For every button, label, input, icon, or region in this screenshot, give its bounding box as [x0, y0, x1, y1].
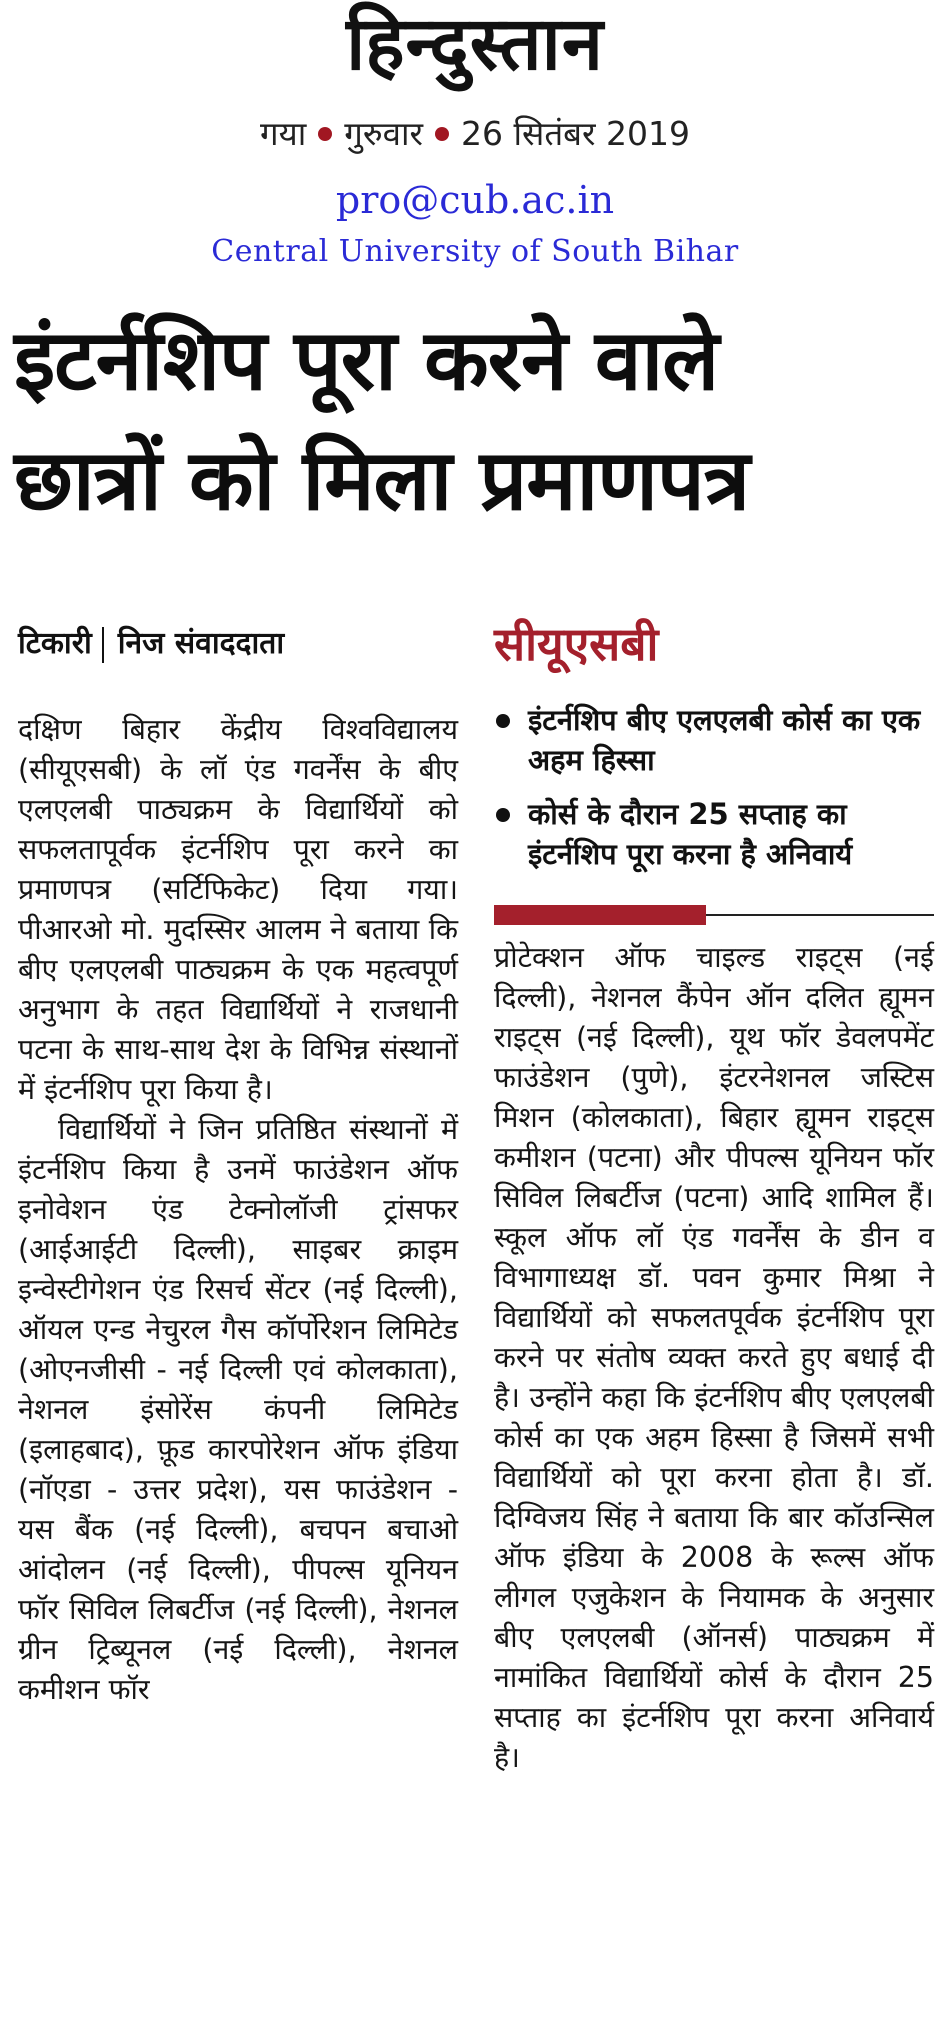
byline-reporter: निज संवाददाता: [117, 626, 285, 661]
divider-accent-bar: [494, 905, 706, 925]
dateline-day: गुरुवार: [344, 114, 424, 153]
article-column-right: [494, 938, 934, 1778]
newspaper-masthead: हिन्दुस्तान: [346, 1, 604, 87]
highlights-list: [494, 700, 934, 888]
body-paragraph: दक्षिण बिहार केंद्रीय विश्वविद्यालय (सीयूएसबी) के लॉ एंड गवर्नेंस के बीए एलएलबी पाठ्यक्रम के विद्यार्थियों को सफलतापूर्वक इंटर्नशिप पूरा करने का प्रमाणपत्र (सर्टिफिकेट) दिया गया। पीआरओ मो. मुदस्सिर आलम ने बताया कि बीए एलएलबी पाठ्यक्रम के एक महत्वपूर्ण अनुभाग के तहत विद्यार्थियों ने राजधानी पटना के साथ-साथ देश के विभिन्न संस्थानों में इंटर्नशिप पूरा किया है।: [18, 713, 458, 1106]
highlight-text: कोर्स के दौरान 25 सप्ताह का इंटर्नशिप पूरा करना है अनिवार्य: [528, 797, 853, 871]
dateline-date: 26 सितंबर 2019: [461, 114, 690, 153]
section-divider: [494, 905, 934, 925]
dateline-city: गया: [260, 114, 307, 153]
section-tag: सीयूएसबी: [494, 617, 659, 671]
highlight-item: [494, 794, 934, 874]
body-paragraph: विद्यार्थियों ने जिन प्रतिष्ठित संस्थानों में इंटर्नशिप किया है उनमें फाउंडेशन ऑफ इनोवेशन एंड टेक्नोलॉजी ट्रांसफर (आईआईटी दिल्ली), साइबर क्राइम इन्वेस्टीगेशन एंड रिसर्च सेंटर (नई दिल्ली), ऑयल एन्ड नेचुरल गैस कॉर्पोरेशन लिमिटेड (ओएनजीसी - नई दिल्ली एवं कोलकाता), नेशनल इंसोरेंस कंपनी लिमिटेड (इलाहबाद), फ़ूड कारपोरेशन ऑफ इंडिया (नॉएडा - उत्तर प्रदेश), यस फाउंडेशन - यस बैंक (नई दिल्ली), बचपन बचाओ आंदोलन (नई दिल्ली), पीपल्स यूनियन फॉर सिविल लिबर्टीज (नई दिल्ली), नेशनल ग्रीन ट्रिब्यूनल (नई दिल्ली), नेशनल कमीशन फॉर: [18, 1113, 458, 1706]
headline-line-2: छात्रों को मिला प्रमाणपत्र: [14, 431, 750, 529]
highlight-text: इंटर्नशिप बीए एलएलबी कोर्स का एक अहम हिस्सा: [528, 703, 921, 777]
byline-separator: [102, 627, 104, 663]
bullet-dot-icon: [435, 127, 449, 141]
bullet-dot-icon: [496, 808, 510, 822]
university-name: Central University of South Bihar: [211, 234, 739, 269]
contact-email: pro@cub.ac.in: [335, 178, 615, 222]
headline-line-1: इंटर्नशिप पूरा करने वाले: [14, 311, 719, 409]
article-column-left: [18, 710, 458, 1710]
body-paragraph: प्रोटेक्शन ऑफ चाइल्ड राइट्स (नई दिल्ली), नेशनल कैंपेन ऑन दलित ह्यूमन राइट्स (नई दिल्ली), यूथ फॉर डेवलपमेंट फाउंडेशन (पुणे), इंटरनेशनल जस्टिस मिशन (कोलकाता), बिहार ह्यूमन राइट्स कमीशन (पटना) और पीपल्स यूनियन फॉर सिविल लिबर्टीज (पटना) आदि शामिल हैं।स्कूल ऑफ लॉ एंड गवर्नेंस के डीन व विभागाध्यक्ष डॉ. पवन कुमार मिश्रा ने विद्यार्थियों को सफलतपूर्वक इंटर्नशिप पूरा करने पर संतोष व्यक्त करते हुए बधाई दी है। उन्होंने कहा कि इंटर्नशिप बीए एलएलबी कोर्स का एक अहम हिस्सा है जिसमें सभी विद्यार्थियों को पूरा करना होता है। डॉ. दिग्विजय सिंह ने बताया कि बार कॉउन्सिल ऑफ इंडिया के 2008 के रूल्स ऑफ लीगल एजुकेशन के नियामक के अनुसार बीए एलएलबी (ऑनर्स) पाठ्यक्रम में नामांकित विद्यार्थियों कोर्स के दौरान 25 सप्ताह का इंटर्नशिप पूरा करना अनिवार्य है।: [494, 941, 934, 1774]
dateline: [0, 112, 950, 156]
bullet-dot-icon: [318, 127, 332, 141]
highlight-item: [494, 700, 934, 780]
article-headline: [14, 300, 914, 540]
byline-place: टिकारी: [18, 626, 92, 661]
bullet-dot-icon: [496, 714, 510, 728]
byline: [18, 622, 284, 666]
divider-line: [706, 914, 934, 916]
